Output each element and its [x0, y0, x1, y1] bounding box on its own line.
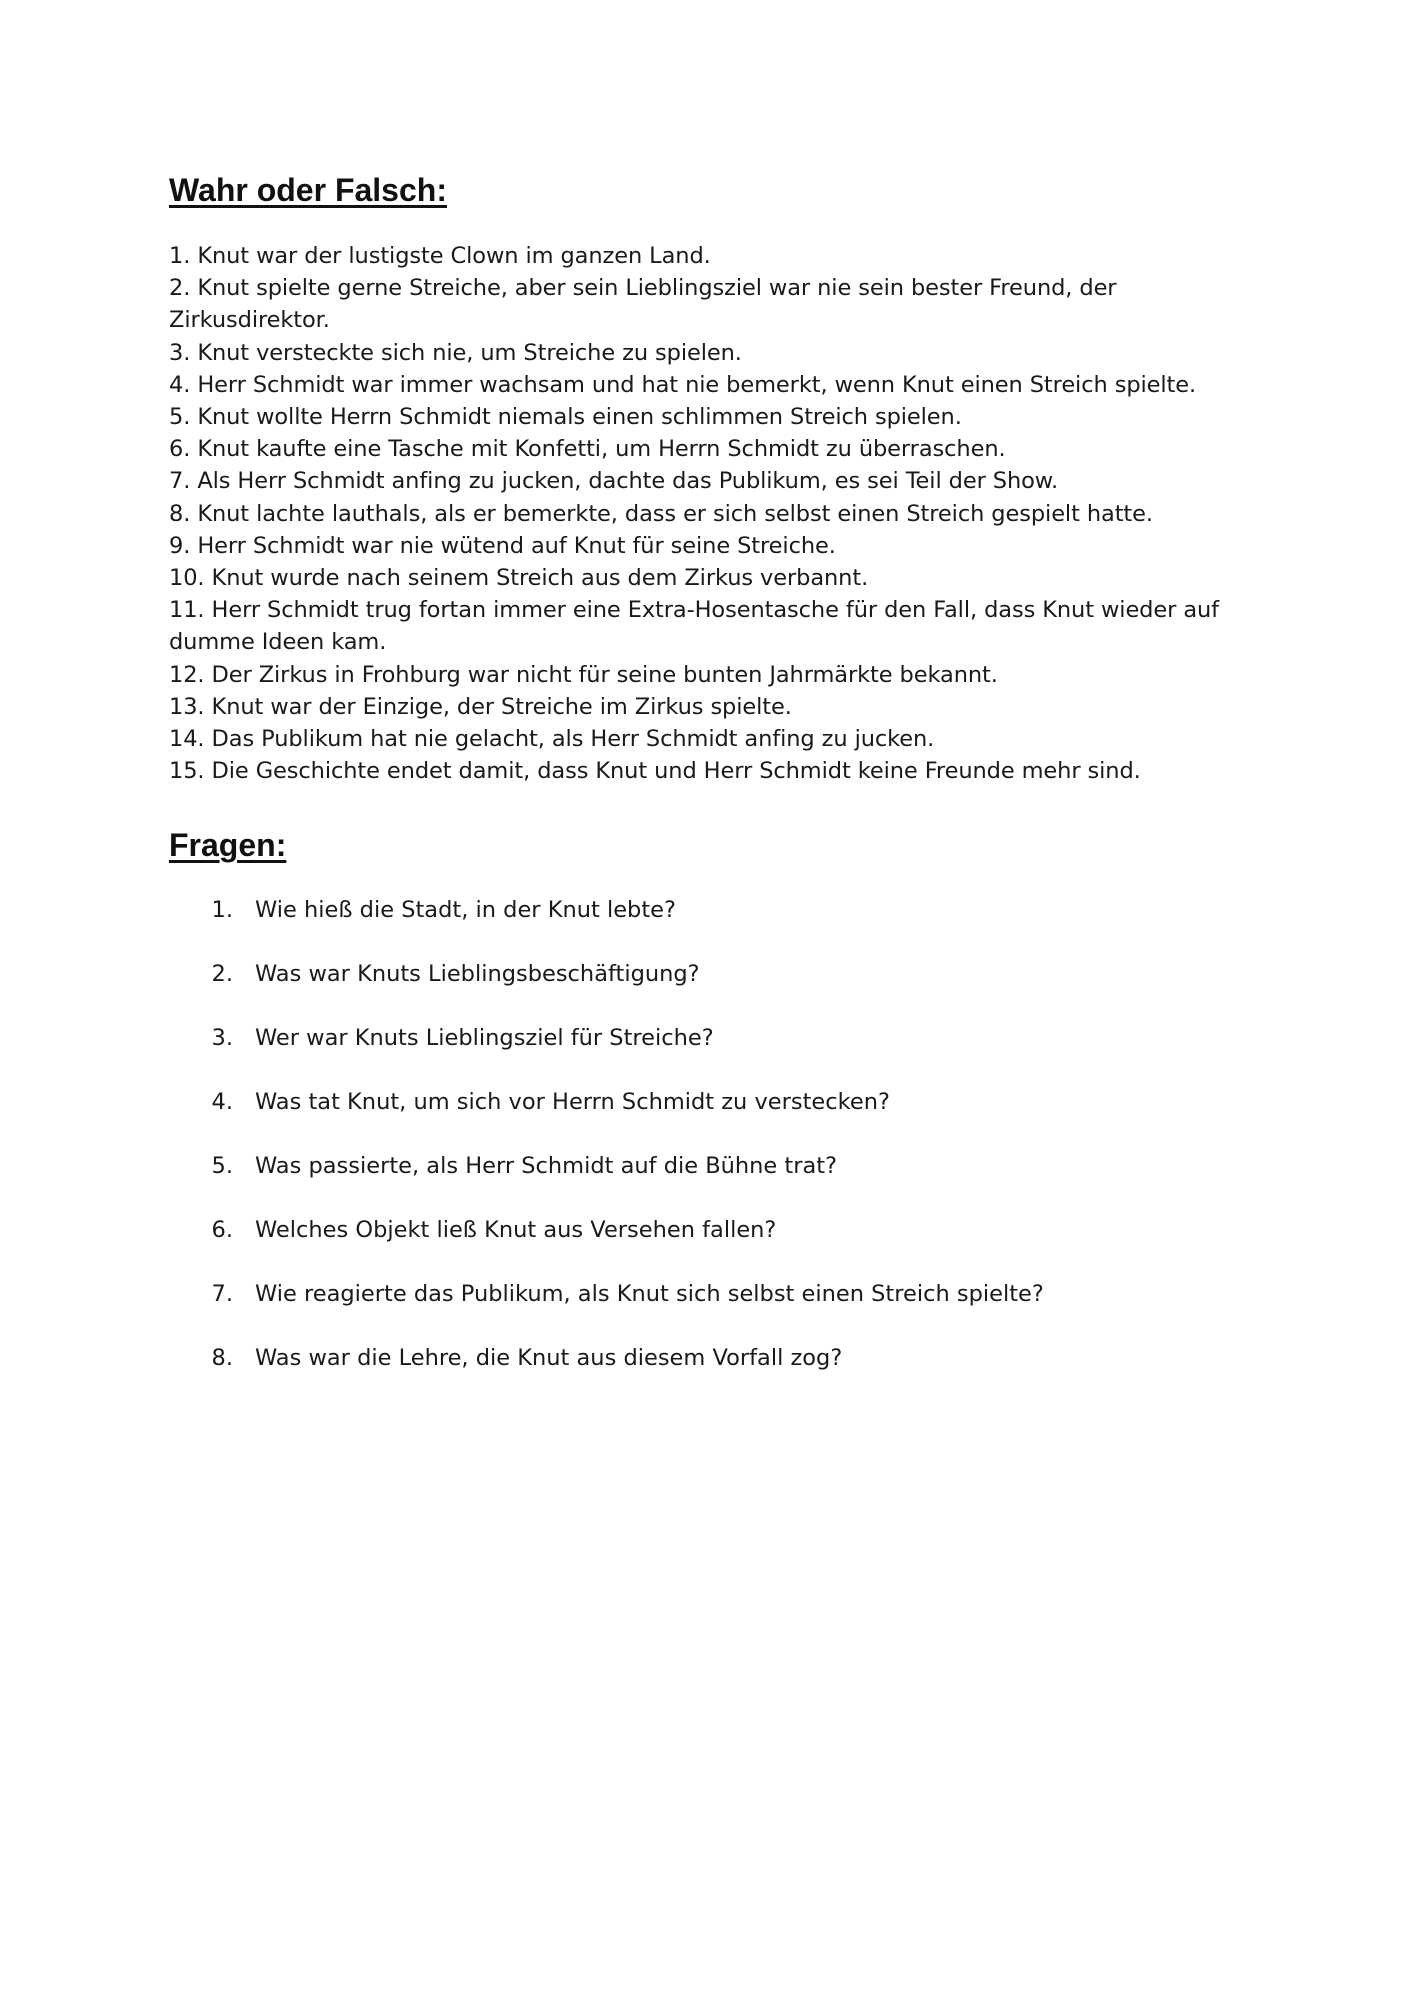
statement-item: 3. Knut versteckte sich nie, um Streiche zu spielen. [169, 339, 742, 366]
statement-item: 1. Knut war der lustigste Clown im ganzen Land. [169, 243, 711, 269]
statement-item: 9. Herr Schmidt war nie wütend auf Knut für seine Streiche. [169, 532, 836, 559]
question-item [169, 1087, 1249, 1117]
question-text: Wie hieß die Stadt, in der Knut lebte? [255, 897, 676, 924]
question-number: 7. [211, 1281, 233, 1308]
question-number: 2. [211, 961, 233, 988]
statement-item: 4. Herr Schmidt war immer wachsam und hat nie bemerkt, wenn Knut einen Streich spielte. [169, 371, 1197, 398]
question-number: 4. [211, 1089, 233, 1116]
document-content [169, 170, 1249, 1407]
question-text: Welches Objekt ließ Knut aus Versehen fallen? [255, 1217, 777, 1244]
question-text: Wer war Knuts Lieblingsziel für Streiche? [255, 1025, 714, 1052]
question-item [169, 895, 1249, 925]
statement-item: 8. Knut lachte lauthals, als er bemerkte, dass er sich selbst einen Streich gespielt hatte. [169, 500, 1153, 527]
statement-item: 14. Das Publikum hat nie gelacht, als Herr Schmidt anfing zu jucken. [169, 726, 935, 753]
question-item [169, 1023, 1249, 1053]
statement-item: 13. Knut war der Einzige, der Streiche im Zirkus spielte. [169, 693, 792, 720]
question-number: 8. [211, 1345, 233, 1372]
question-number: 6. [211, 1217, 233, 1244]
statement-item: 15. Die Geschichte endet damit, dass Knut und Herr Schmidt keine Freunde mehr sind. [169, 758, 1141, 785]
statement-item: 2. Knut spielte gerne Streiche, aber sein Lieblingsziel war nie sein bester Freund, der Zirkusdirektor. [169, 275, 1117, 334]
question-text: Was tat Knut, um sich vor Herrn Schmidt zu verstecken? [255, 1089, 890, 1116]
statement-item: 10. Knut wurde nach seinem Streich aus dem Zirkus verbannt. [169, 565, 869, 592]
questions-heading: Fragen: [169, 827, 287, 864]
statement-item: 11. Herr Schmidt trug fortan immer eine Extra-Hosentasche für den Fall, dass Knut wieder auf dumme Ideen kam. [169, 597, 1219, 656]
question-item [169, 1151, 1249, 1181]
statement-item: 5. Knut wollte Herrn Schmidt niemals einen schlimmen Streich spielen. [169, 404, 962, 431]
question-item [169, 1279, 1249, 1309]
question-text: Was passierte, als Herr Schmidt auf die Bühne trat? [255, 1153, 838, 1180]
question-number: 5. [211, 1153, 233, 1180]
question-text: Was war die Lehre, die Knut aus diesem Vorfall zog? [255, 1345, 843, 1372]
true-false-heading: Wahr oder Falsch: [169, 172, 447, 208]
statement-item: 7. Als Herr Schmidt anfing zu jucken, dachte das Publikum, es sei Teil der Show. [169, 468, 1059, 495]
question-item [169, 1343, 1249, 1373]
question-number: 1. [211, 897, 233, 924]
statement-item: 12. Der Zirkus in Frohburg war nicht für seine bunten Jahrmärkte bekannt. [169, 661, 998, 688]
statement-item: 6. Knut kaufte eine Tasche mit Konfetti, um Herrn Schmidt zu überraschen. [169, 436, 1006, 463]
question-item [169, 1215, 1249, 1245]
question-number: 3. [211, 1025, 233, 1052]
question-item [169, 959, 1249, 989]
question-text: Was war Knuts Lieblingsbeschäftigung? [255, 961, 700, 988]
question-text: Wie reagierte das Publikum, als Knut sich selbst einen Streich spielte? [255, 1281, 1044, 1308]
questions-list [169, 895, 1249, 1373]
true-false-list [169, 240, 1249, 787]
